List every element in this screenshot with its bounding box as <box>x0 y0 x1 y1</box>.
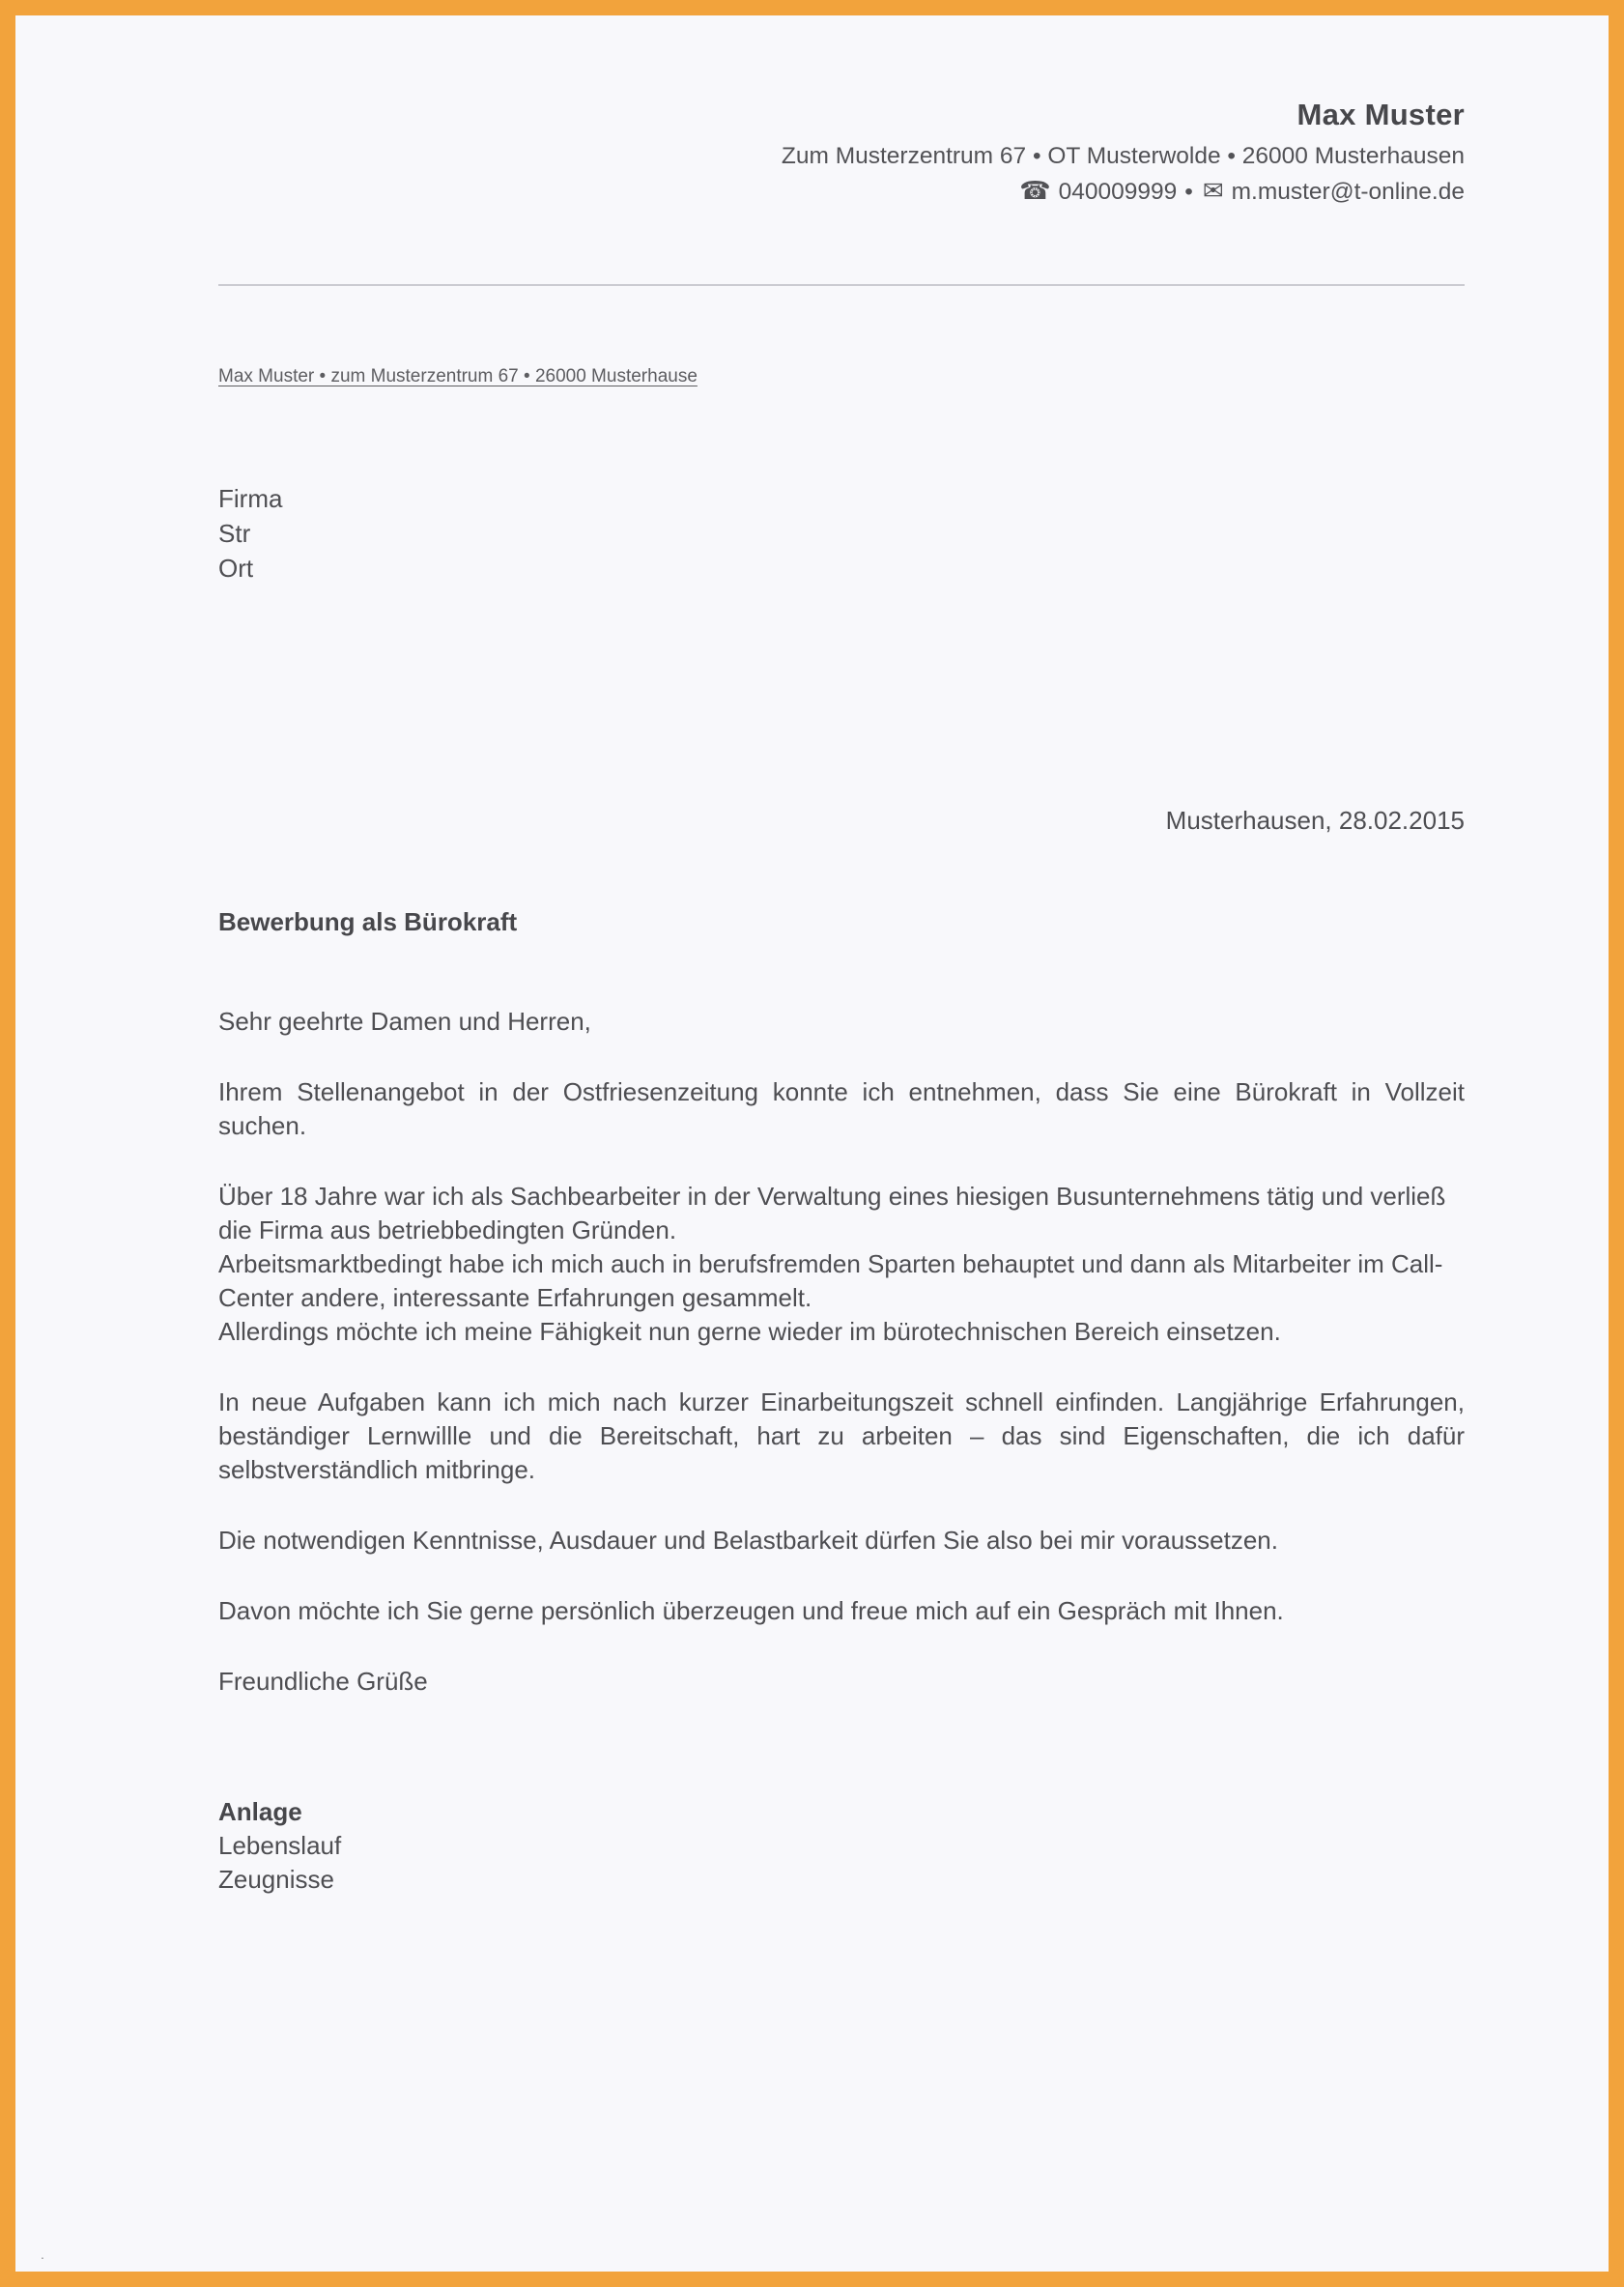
enclosure-block <box>218 1795 1465 1897</box>
sender-address-line: Zum Musterzentrum 67 • OT Musterwolde • 26000 Musterhausen <box>781 143 1465 169</box>
envelope-icon: ✉ <box>1202 176 1224 205</box>
enclosure-item-certificates: Zeugnisse <box>218 1865 334 1894</box>
phone-number: 040009999 <box>1058 179 1178 205</box>
recipient-line-street: Str <box>218 519 251 548</box>
sender-contact-line <box>218 176 1465 207</box>
stray-mark: . <box>41 2246 44 2262</box>
email-address: m.muster@t-online.de <box>1231 179 1465 205</box>
experience-sentence-1: Über 18 Jahre war ich als Sachbearbeiter in der Verwaltung eines hiesigen Busunternehmens tätig und verließ die Firma aus betriebbedingten Gründen. <box>218 1182 1446 1244</box>
recipient-line-city: Ort <box>218 554 254 583</box>
paragraph-skills: Die notwendigen Kenntnisse, Ausdauer und Belastbarkeit dürfen Sie also bei mir voraussetzen. <box>218 1526 1278 1555</box>
salutation: Sehr geehrte Damen und Herren, <box>218 1007 591 1036</box>
recipient-line-company: Firma <box>218 484 283 513</box>
paragraph-qualities: In neue Aufgaben kann ich mich nach kurzer Einarbeitungszeit schnell einfinden. Langjährige Erfahrungen, beständiger Lernwillle und die Bereitschaft, hart zu arbeiten – das sind Eigenschaften, die ich dafür selbstverständlich mitbringe. <box>218 1387 1465 1484</box>
letter-content <box>15 15 1609 2272</box>
paragraph-experience <box>218 1180 1465 1349</box>
backaddress-line: Max Muster • zum Musterzentrum 67 • 26000 Musterhause <box>218 366 698 386</box>
phone-icon: ☎ <box>1019 176 1051 205</box>
sender-name: Max Muster <box>1296 98 1465 131</box>
enclosure-title: Anlage <box>218 1797 302 1826</box>
enclosure-item-cv: Lebenslauf <box>218 1831 342 1860</box>
paragraph-job-ad: Ihrem Stellenangebot in der Ostfriesenzeitung konnte ich entnehmen, dass Sie eine Bürokraft in Vollzeit suchen. <box>218 1077 1465 1140</box>
paragraph-interview-request: Davon möchte ich Sie gerne persönlich überzeugen und freue mich auf ein Gespräch mit Ihnen. <box>218 1596 1284 1625</box>
contact-separator: • <box>1184 179 1193 205</box>
header-divider-line <box>218 284 1465 286</box>
experience-sentence-3: Allerdings möchte ich meine Fähigkeit nun gerne wieder im bürotechnischen Bereich einsetzen. <box>218 1317 1281 1346</box>
date-line: Musterhausen, 28.02.2015 <box>1165 806 1465 835</box>
letter-header <box>218 97 1465 207</box>
closing-line: Freundliche Grüße <box>218 1667 428 1696</box>
recipient-block <box>218 481 1465 586</box>
experience-sentence-2: Arbeitsmarktbedingt habe ich mich auch in berufsfremden Sparten behauptet und dann als Mitarbeiter im Call-Center andere, interessante Erfahrungen gesammelt. <box>218 1249 1443 1312</box>
subject-line: Bewerbung als Bürokraft <box>218 907 518 936</box>
